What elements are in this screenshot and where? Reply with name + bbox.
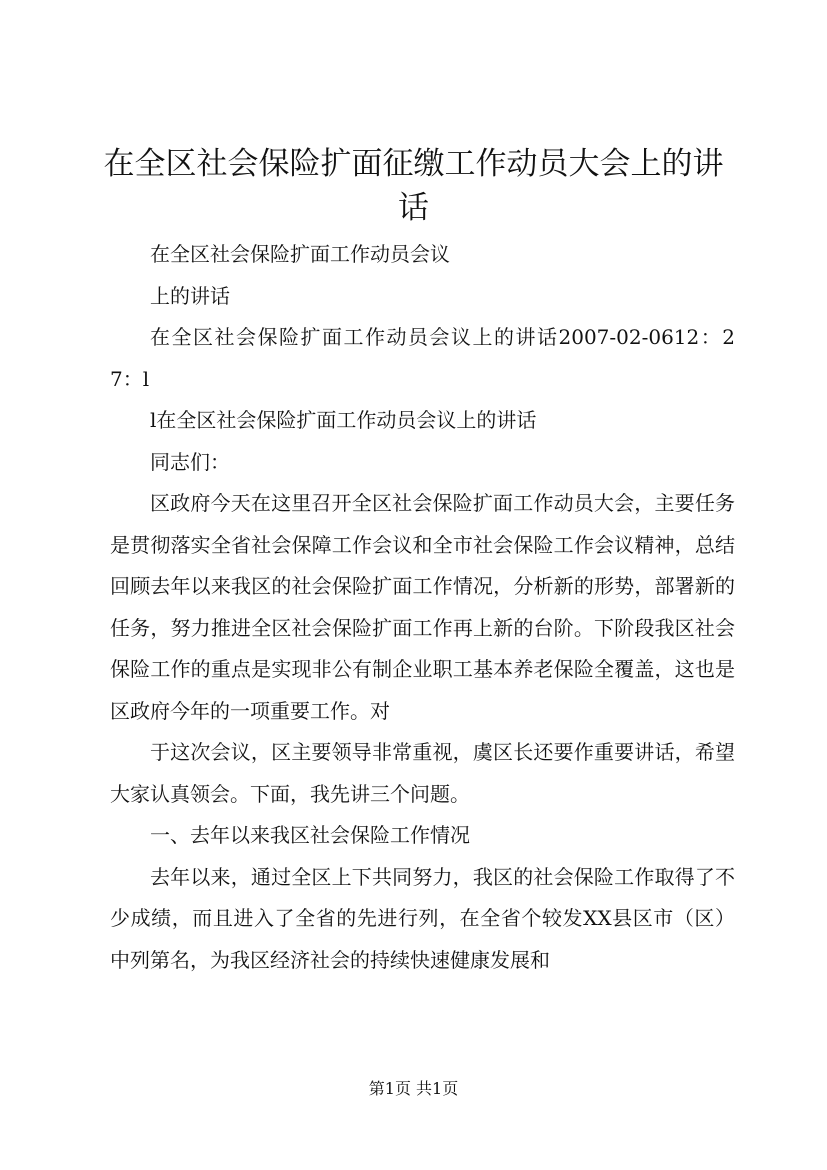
paragraph-subtitle-line1: 在全区社会保险扩面工作动员会议 xyxy=(150,242,450,266)
paragraph-heading-repeat: l在全区社会保险扩面工作动员会议上的讲话 xyxy=(150,408,537,432)
document-body xyxy=(110,234,735,981)
page-footer: 第1页 共1页 xyxy=(368,1079,459,1098)
paragraph-subtitle-line2: 上的讲话 xyxy=(150,283,230,308)
paragraph-meeting-importance: 于这次会议，区主要领导非常重视，虞区长还要作重要讲话，希望大家认真领会。下面，我先讲三个问题。 xyxy=(110,740,735,806)
paragraph-salutation: 同志们： xyxy=(150,449,230,474)
section-heading-1: 一、去年以来我区社会保险工作情况 xyxy=(150,823,470,847)
paragraph-dated-heading: 在全区社会保险扩面工作动员会议上的讲话2007-02-0612：27：l xyxy=(110,325,735,391)
paragraph-introduction: 区政府今天在这里召开全区社会保险扩面工作动员大会，主要任务是贯彻落实全省社会保障工作会议和全市社会保险工作会议精神，总结回顾去年以来我区的社会保险扩面工作情况，分析新的形势，部署新的任务，努力推进全区社会保险扩面工作再上新的台阶。下阶段我区社会保险工作的重点是实现非公有制企业职工基本养老保险全覆盖，这也是区政府今年的一项重要工作。对 xyxy=(110,491,735,723)
paragraph-achievements: 去年以来，通过全区上下共同努力，我区的社会保险工作取得了不少成绩，而且进入了全省的先进行列，在全省个较发XX县区市（区）中列第名，为我区经济社会的持续快速健康发展和 xyxy=(110,864,735,972)
document-title: 在全区社会保险扩面征缴工作动员大会上的讲话 xyxy=(103,146,724,226)
